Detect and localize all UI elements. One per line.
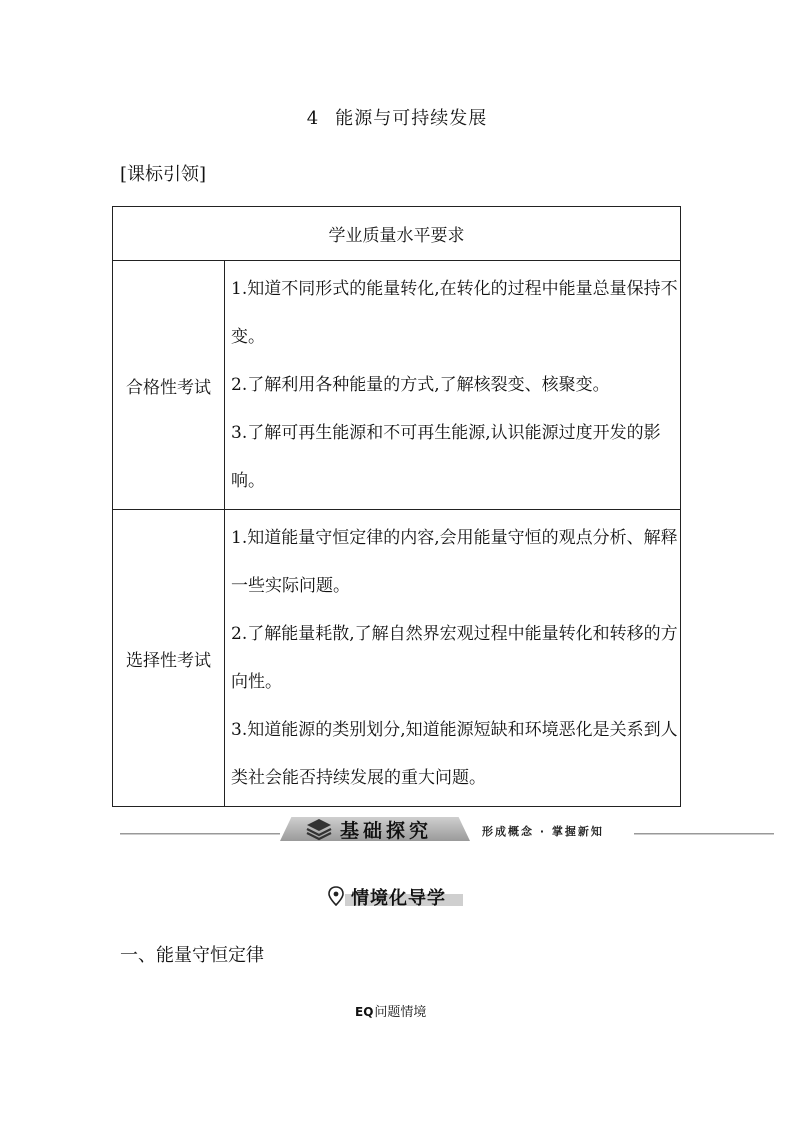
table-header-row <box>113 207 681 261</box>
row-category: 合格性考试 <box>113 261 225 510</box>
row-items <box>225 510 681 807</box>
table-header: 学业质量水平要求 <box>113 207 681 261</box>
location-pin-icon <box>327 886 345 906</box>
table-row <box>113 261 681 510</box>
banner-subtitle: 形成概念 · 掌握新知 <box>482 825 604 838</box>
layers-icon <box>304 817 334 841</box>
row-category: 选择性考试 <box>113 510 225 807</box>
section-banner <box>120 813 774 843</box>
list-item: 2.了解能量耗散,了解自然界宏观过程中能量转化和转移的方向性。 <box>231 624 678 692</box>
banner-title: 基础探究 <box>340 820 433 842</box>
lesson-number: 4 <box>306 108 320 129</box>
question-label: 问题情境 <box>374 1005 427 1020</box>
question-icon: EQ <box>355 1005 374 1019</box>
list-item: 3.了解可再生能源和不可再生能源,认识能源过度开发的影响。 <box>231 423 661 491</box>
section-heading-text: 情境化导学 <box>351 888 446 909</box>
list-item: 3.知道能源的类别划分,知道能源短缺和环境恶化是关系到人类社会能否持续发展的重大问题。 <box>231 720 678 788</box>
lesson-title: 能源与可持续发展 <box>335 108 488 129</box>
list-item: 2.了解利用各种能量的方式,了解核裂变、核聚变。 <box>231 375 610 395</box>
banner-divider-left <box>120 833 280 835</box>
table-row <box>113 510 681 807</box>
requirements-table <box>112 206 681 807</box>
guide-label: [课标引领] <box>120 164 207 185</box>
page-title <box>0 104 794 130</box>
list-item: 1.知道不同形式的能量转化,在转化的过程中能量总量保持不变。 <box>231 279 678 347</box>
row-items <box>225 261 681 510</box>
banner-divider-right <box>634 833 774 835</box>
list-item: 1.知道能量守恒定律的内容,会用能量守恒的观点分析、解释一些实际问题。 <box>231 528 678 596</box>
subsection-heading: 一、能量守恒定律 <box>120 945 264 966</box>
question-situation <box>355 1001 426 1020</box>
